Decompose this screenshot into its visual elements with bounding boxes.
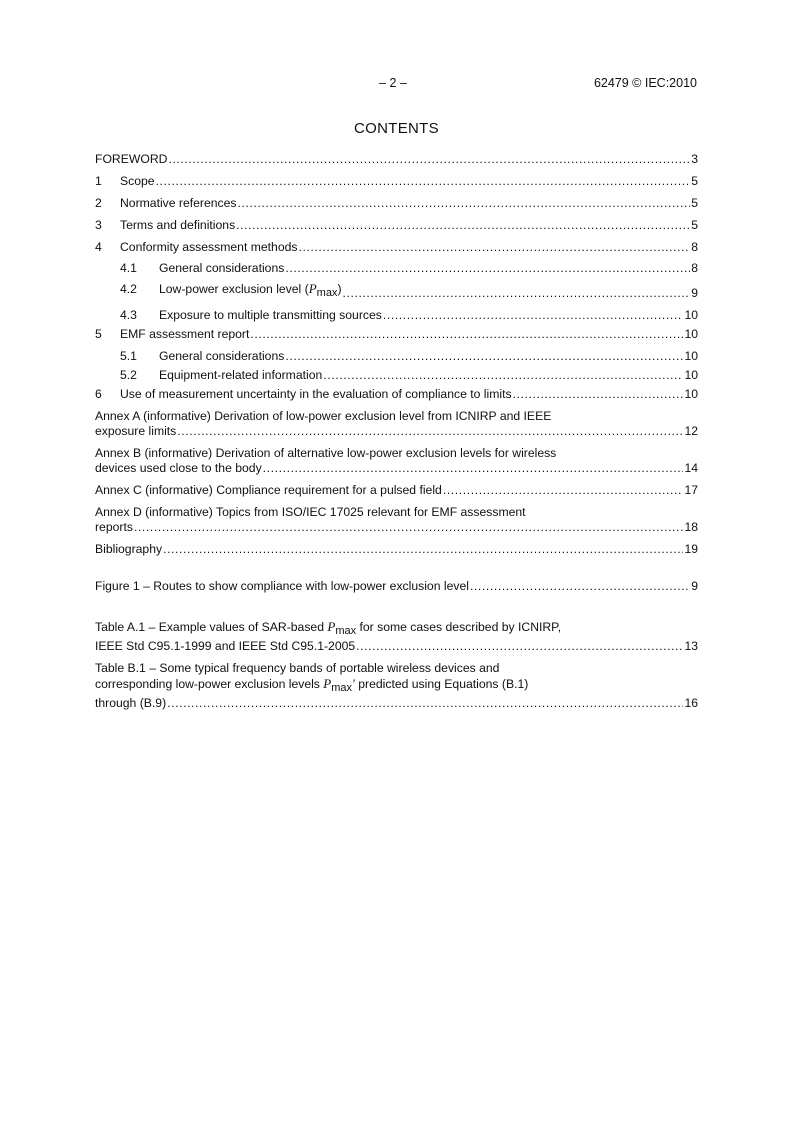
toc-leader-dots [168,152,690,167]
toc-entry-text: Annex B (informative) Derivation of alternative low-power exclusion levels for wireless [95,446,557,460]
toc-entry-text-continued: through (B.9) [95,696,167,710]
toc-leader-dots [298,240,690,255]
toc-entry-page: 18 [684,520,698,534]
toc-leader-dots [285,261,690,276]
toc-entry-number: 3 [95,218,102,232]
toc-entry-page: 9 [691,579,698,593]
toc-entry-page: 14 [684,461,698,475]
toc-entry-clause-5-1[interactable] [95,349,698,364]
toc-entry-page: 16 [684,696,698,710]
toc-entry-clause-5[interactable] [95,327,698,342]
toc-entry-clause-2[interactable] [95,196,698,211]
toc-leader-dots [356,639,683,654]
table-of-contents [95,150,698,711]
toc-entry-text: Annex D (informative) Topics from ISO/IEC 17025 relevant for EMF assessment [95,505,526,519]
toc-entry-clause-4[interactable] [95,240,698,255]
toc-entry-page: 8 [691,261,698,275]
toc-entry-text-continued: devices used close to the body [95,461,262,475]
toc-leader-dots [443,483,684,498]
toc-entry-clause-4-1[interactable] [95,261,698,276]
toc-entry-page: 10 [684,368,698,382]
toc-entry-text: Table B.1 – Some typical frequency bands of portable wireless devices and [95,661,500,675]
toc-leader-dots [263,461,684,476]
toc-entry-page: 10 [684,349,698,363]
toc-leader-dots [156,174,691,189]
toc-entry-text-suffix: predicted using Equations (B.1) [354,677,529,691]
page-number: – 2 – [379,76,407,90]
toc-entry-page: 19 [684,542,698,556]
document-id: 62479 © IEC:2010 [593,76,697,90]
toc-entry-number: 6 [95,387,102,401]
toc-leader-dots [343,286,691,301]
toc-entry-number: 4.1 [120,261,137,275]
p-max-subscript: max [331,682,353,694]
toc-entry-clause-6[interactable] [95,387,698,402]
toc-entry-text: Normative references [120,196,237,210]
toc-entry-text-continued: corresponding low-power exclusion levels [95,677,324,691]
toc-entry-text: General considerations [159,261,285,275]
p-max-subscript: max [316,287,338,299]
toc-entry-page: 3 [691,152,698,166]
toc-entry-number: 5.2 [120,368,137,382]
toc-entry-number: 4.2 [120,282,137,296]
toc-entry-clause-3[interactable] [95,218,698,233]
toc-entry-page: 10 [684,308,698,322]
toc-entry-clause-4-2[interactable] [95,281,698,301]
toc-entry-text: Low-power exclusion level ( [159,282,309,296]
toc-entry-text: Equipment-related information [159,368,323,382]
toc-entry-text-continued: IEEE Std C95.1-1999 and IEEE Std C95.1-2005 [95,639,356,653]
toc-entry-text: Conformity assessment methods [120,240,298,254]
toc-entry-text: General considerations [159,349,285,363]
toc-entry-text-continued: exposure limits [95,424,177,438]
toc-entry-clause-1[interactable] [95,174,698,189]
toc-entry-annex-a[interactable] [95,409,698,439]
toc-entry-text: Use of measurement uncertainty in the evaluation of compliance to limits [120,387,512,401]
toc-entry-figure-1[interactable] [95,579,698,594]
p-max-symbol: P [323,676,332,691]
toc-entry-number: 1 [95,174,102,188]
toc-leader-dots [383,308,684,323]
toc-entry-page: 5 [691,174,698,188]
toc-entry-page: 13 [684,639,698,653]
toc-entry-text: Terms and definitions [120,218,236,232]
toc-entry-page: 9 [691,286,698,300]
toc-entry-text: Figure 1 – Routes to show compliance with low-power exclusion level [95,579,469,593]
p-max-symbol: P [308,281,317,296]
toc-leader-dots [250,327,683,342]
toc-entry-number: 5 [95,327,102,341]
toc-entry-annex-c[interactable] [95,483,698,498]
toc-leader-dots [134,520,684,535]
toc-entry-bibliography[interactable] [95,542,698,557]
toc-entry-page: 12 [684,424,698,438]
toc-leader-dots [236,218,690,233]
toc-entry-clause-5-2[interactable] [95,368,698,383]
toc-leader-dots [167,696,683,711]
toc-entry-text: Scope [120,174,155,188]
toc-entry-table-b-1[interactable] [95,661,698,711]
toc-entry-number: 4.3 [120,308,137,322]
toc-entry-annex-d[interactable] [95,505,698,535]
toc-entry-number: 4 [95,240,102,254]
toc-entry-text: Bibliography [95,542,163,556]
toc-entry-clause-4-3[interactable] [95,308,698,323]
toc-entry-annex-b[interactable] [95,446,698,476]
toc-entry-foreword[interactable] [95,152,698,167]
p-max-symbol: P [327,619,336,634]
p-max-subscript: max [335,625,357,637]
toc-leader-dots [238,196,691,211]
toc-entry-page: 5 [691,218,698,232]
toc-entry-page: 8 [691,240,698,254]
toc-entry-text: Exposure to multiple transmitting sources [159,308,382,322]
toc-entry-page: 10 [684,327,698,341]
toc-leader-dots [163,542,683,557]
toc-entry-number: 2 [95,196,102,210]
page-title: CONTENTS [354,120,439,137]
toc-entry-text: Table A.1 – Example values of SAR-based [95,620,328,634]
toc-leader-dots [285,349,683,364]
toc-leader-dots [323,368,683,383]
toc-entry-number: 5.1 [120,349,137,363]
toc-leader-dots [513,387,684,402]
toc-entry-text: Annex C (informative) Compliance requirement for a pulsed field [95,483,442,497]
toc-entry-text: EMF assessment report [120,327,250,341]
toc-entry-table-a-1[interactable] [95,619,698,654]
toc-leader-dots [177,424,683,439]
toc-entry-text-suffix: ) [337,282,342,296]
toc-entry-text: Annex A (informative) Derivation of low-power exclusion level from ICNIRP and IEEE [95,409,552,423]
toc-entry-text-continued: reports [95,520,133,534]
toc-entry-page: 17 [684,483,698,497]
toc-entry-page: 10 [684,387,698,401]
toc-leader-dots [470,579,690,594]
toc-entry-text: FOREWORD [95,152,168,166]
toc-entry-page: 5 [691,196,698,210]
toc-entry-text-suffix: for some cases described by ICNIRP, [356,620,562,634]
prime-mark: ′ [352,676,355,691]
